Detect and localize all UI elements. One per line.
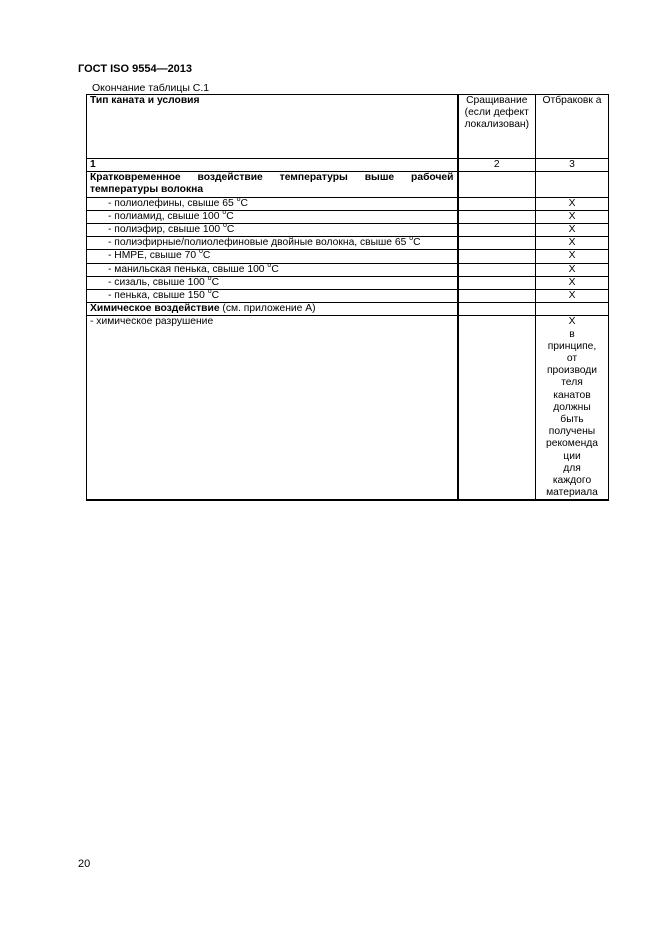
section-row-temperature	[87, 172, 609, 197]
section-title-temperature: Кратковременное воздействие температуры выше рабочей температуры волокна	[87, 172, 458, 197]
empty-cell	[458, 172, 536, 197]
splice-cell	[458, 250, 536, 263]
table-row	[87, 316, 609, 501]
table-row	[87, 276, 609, 289]
splice-cell	[458, 316, 536, 501]
row-label: - полиамид, свыше 100 $^o$C	[87, 210, 458, 223]
discard-mark: X	[536, 250, 609, 263]
table-row	[87, 263, 609, 276]
discard-mark: X	[536, 210, 609, 223]
table-caption: Окончание таблицы С.1	[92, 82, 210, 94]
discard-mark: X	[536, 197, 609, 210]
row-label: - пенька, свыше 150 $^o$C	[87, 290, 458, 303]
discard-mark: X	[536, 237, 609, 250]
splice-cell	[458, 210, 536, 223]
row-label: - полиэфир, свыше 100 $^o$C	[87, 224, 458, 237]
table-row	[87, 250, 609, 263]
row-label: - полиолефины, свыше 65 $^o$C	[87, 197, 458, 210]
header-discard: Отбраковк а	[536, 95, 609, 159]
column-number-1: 1	[87, 159, 458, 172]
header-rope-type: Тип каната и условия	[87, 95, 458, 159]
empty-cell	[458, 303, 536, 316]
row-label: - манильская пенька, свыше 100 $^o$C	[87, 263, 458, 276]
splice-cell	[458, 276, 536, 289]
header-splicing: Сращивание (если дефект локализован)	[458, 95, 536, 159]
row-label: - HMPE, свыше 70 $^o$C	[87, 250, 458, 263]
discard-mark: X	[536, 276, 609, 289]
discard-mark: X	[536, 263, 609, 276]
section-title-chemical: Химическое воздействие (см. приложение А)	[87, 303, 458, 316]
empty-cell	[536, 172, 609, 197]
table-header-row	[87, 95, 609, 159]
empty-cell	[536, 303, 609, 316]
table-row	[87, 224, 609, 237]
section-row-chemical	[87, 303, 609, 316]
page-number: 20	[78, 858, 91, 870]
table-row	[87, 210, 609, 223]
row-label: - полиэфирные/полиолефиновые двойные волокна, свыше 65 $^o$C	[87, 237, 458, 250]
discard-mark: X	[536, 224, 609, 237]
splice-cell	[458, 263, 536, 276]
discard-note: X в принципе, от производи теля канатов должны быть получены рекоменда ции для каждого материала	[536, 316, 609, 501]
table-row	[87, 237, 609, 250]
splice-cell	[458, 224, 536, 237]
rope-discard-table	[86, 94, 609, 501]
splice-cell	[458, 197, 536, 210]
column-number-row	[87, 159, 609, 172]
splice-cell	[458, 290, 536, 303]
splice-cell	[458, 237, 536, 250]
column-number-3: 3	[536, 159, 609, 172]
table-row	[87, 290, 609, 303]
document-standard-title: ГОСТ ISO 9554—2013	[78, 63, 193, 75]
discard-mark: X	[536, 290, 609, 303]
row-label: - сизаль, свыше 100 $^o$C	[87, 276, 458, 289]
column-number-2: 2	[458, 159, 536, 172]
table-row	[87, 197, 609, 210]
row-label: - химическое разрушение	[87, 316, 458, 501]
